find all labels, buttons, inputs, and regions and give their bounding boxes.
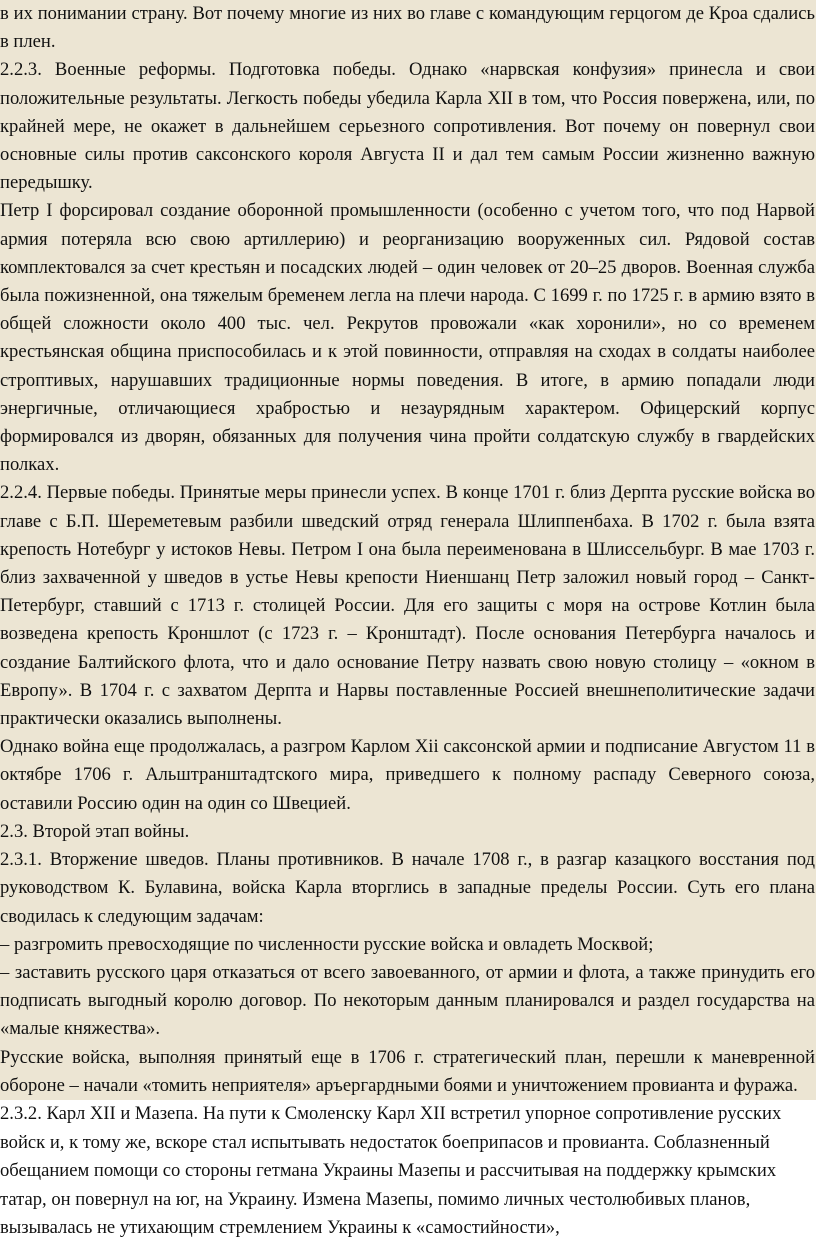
list-item-force-treaty: – заставить русского царя отказаться от всего завоеванного, от армии и флота, а также принудить его подписать выгодный королю договор. По некоторым данным планировался и раздел государства на «малые княжества». [0, 961, 815, 1040]
section-heading-second-stage: 2.3. Второй этап войны. [0, 820, 190, 842]
paragraph-first-victories: 2.2.4. Первые победы. Принятые меры принесли успех. В конце 1701 г. близ Дерпта русские войска во главе с Б.П. Шереметевым разбили шведский отряд генерала Шлиппенбаха. В 1702 г. была взята крепость Нотебург у истоков Невы. Петром I она была переименована в Шлиссельбург. В мае 1703 г. близ захваченной у шведов в устье Невы крепости Ниеншанц Петр заложил новый город – Санкт-Петербург, ставший с 1713 г. столицей России. Для его защиты с моря на острове Котлин была возведена крепость Кроншлот (с 1723 г. – Кронштадт). После основания Петербурга началось и создание Балтийского флота, что и дало основание Петру назвать свою новую столицу – «окном в Европу». В 1704 г. с захватом Дерпта и Нарвы поставленные Россией внешнеполитические задачи практически оказались выполнены. [0, 482, 815, 730]
paragraph-surrender: в их понимании страну. Вот почему многие из них во главе с командующим герцогом де Кроа сдались в плен. [0, 3, 815, 53]
paragraph-swedish-invasion: 2.3.1. Вторжение шведов. Планы противников. В начале 1708 г., в разгар казацкого восстания под руководством К. Булавина, войска Карла вторглись в западные пределы России. Суть его плана сводилась к следующим задачам: [0, 849, 815, 927]
plain-text-block [0, 1100, 816, 1243]
paragraph-peter-industry: Петр I форсировал создание оборонной промышленности (особенно с учетом того, что под Нарвой армия потеряла всю свою артиллерию) и реорганизацию вооруженных сил. Рядовой состав комплектовался за счет крестьян и посадских людей – один человек от 20–25 дворов. Военная служба была пожизненной, она тяжелым бременем легла на плечи народа. С 1699 г. по 1725 г. в армию взято в общей сложности около 400 тыс. чел. Рекрутов провожали «как хоронили», но со временем крестьянская община приспособилась и к этой повинности, отправляя на сходах в солдаты наиболее строптивых, нарушавших традиционные нормы поведения. В итоге, в армию попадали люди энергичные, отличающиеся храбростью и незаурядным характером. Офицерский корпус формировался из дворян, обязанных для получения чина пройти солдатскую службу в гвардейских полках. [0, 200, 815, 476]
list-item-defeat-army: – разгромить превосходящие по численности русские войска и овладеть Москвой; [0, 933, 654, 955]
paragraph-maneuver-defense: Русские войска, выполняя принятый еще в 1706 г. стратегический план, перешли к маневренной обороне – начали «томить неприятеля» аръергардными боями и уничтожением провианта и фуража. [0, 1046, 815, 1096]
paragraph-charles-mazepa: 2.3.2. Карл XII и Мазепа. На пути к Смоленску Карл XII встретил упорное сопротивление русских войск и, к тому же, вскоре стал испытывать недостаток боеприпасов и провианта. Соблазненный обещанием помощи со стороны гетмана Украины Мазепы и рассчитывая на поддержку крымских татар, он повернул на юг, на Украину. Измена Мазепы, помимо личных честолюбивых планов, вызывалась не утихающим стремлением Украины к «самостийности», [0, 1103, 782, 1238]
paragraph-war-continued: Однако война еще продолжалась, а разгром Карлом Xii саксонской армии и подписание Августом 11 в октябре 1706 г. Альштранштадтского мира, приведшего к полному распаду Северного союза, оставили Россию один на один со Швецией. [0, 736, 815, 814]
paragraph-military-reforms: 2.2.3. Военные реформы. Подготовка победы. Однако «нарвская конфузия» принесла и свои положительные результаты. Легкость победы убедила Карла XII в том, что Россия повержена, или, по крайней мере, не окажет в дальнейшем серьезного сопротивления. Вот почему он повернул свои основные силы против саксонского короля Августа II и дал тем самым России жизненно важную передышку. [0, 59, 815, 194]
